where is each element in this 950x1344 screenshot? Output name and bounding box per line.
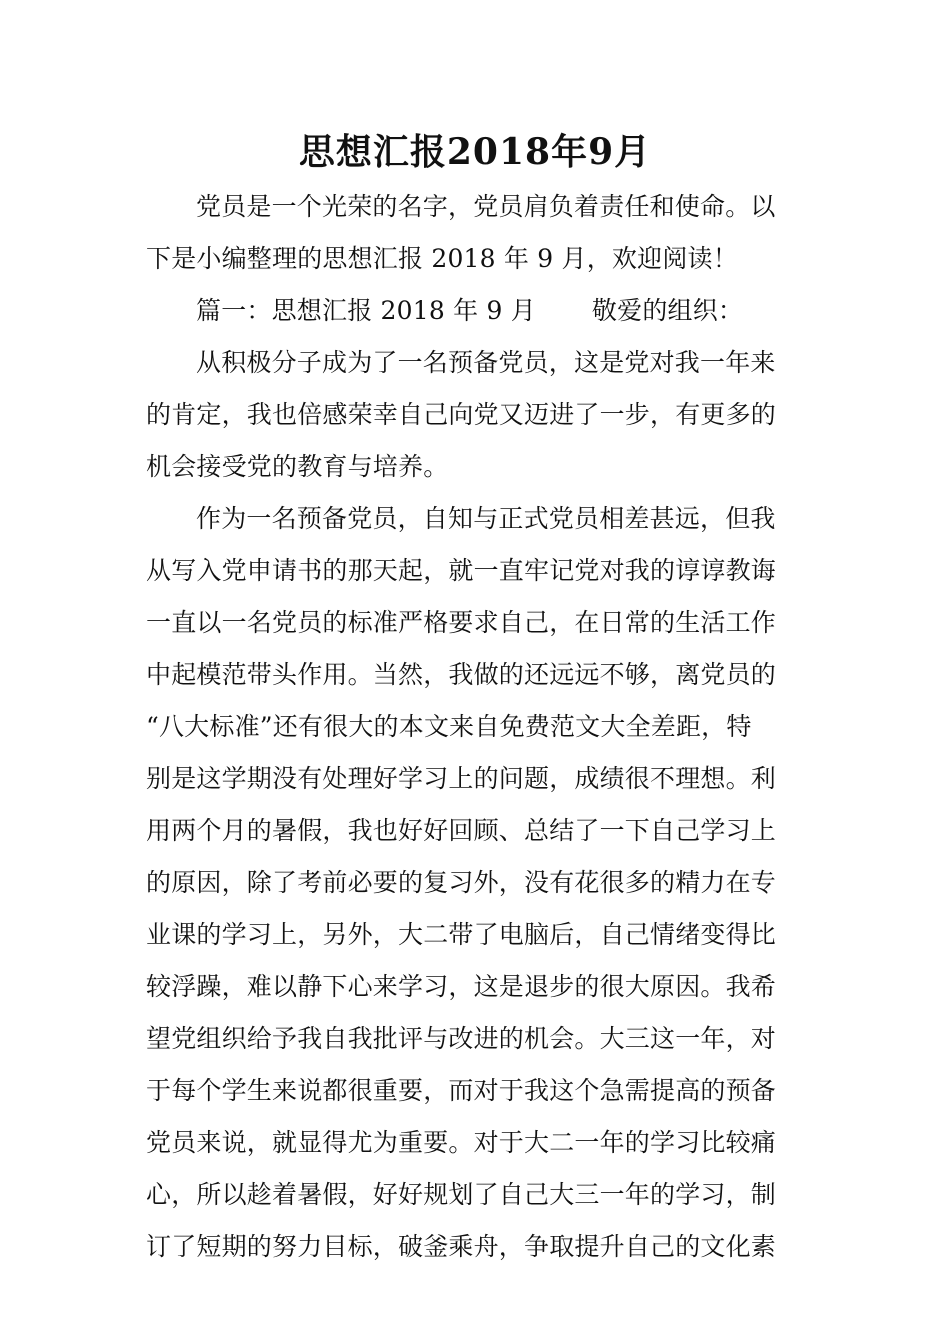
intro-line: 党员是一个光荣的名字，党员肩负着责任和使命。以: [196, 192, 776, 221]
salutation: 敬爱的组织：: [591, 296, 744, 325]
paragraph2-line: 用两个月的暑假，我也好好回顾、总结了一下自己学习上: [146, 816, 777, 845]
paragraph2-line: 业课的学习上，另外，大二带了电脑后，自己情绪变得比: [146, 920, 777, 949]
paragraph2-line: 作为一名预备党员，自知与正式党员相差甚远，但我: [196, 504, 776, 533]
paragraph2-line: 一直以一名党员的标准严格要求自己，在日常的生活工作: [146, 608, 777, 637]
paragraph1-line: 从积极分子成为了一名预备党员，这是党对我一年来: [196, 348, 776, 377]
intro-line: 下是小编整理的思想汇报 2018 年 9 月，欢迎阅读！: [146, 244, 738, 273]
paragraph2-line: 望党组织给予我自我批评与改进的机会。大三这一年，对: [146, 1024, 777, 1053]
paragraph1-line: 机会接受党的教育与培养。: [146, 452, 449, 481]
section-heading: 篇一：思想汇报 2018 年 9 月: [196, 296, 536, 325]
paragraph2-line: “八大标准”还有很大的本文来自免费范文大全差距，特: [146, 712, 752, 741]
paragraph2-line: 别是这学期没有处理好学习上的问题，成绩很不理想。利: [146, 764, 777, 793]
paragraph2-line: 党员来说，就显得尤为重要。对于大二一年的学习比较痛: [146, 1128, 777, 1157]
paragraph2-line: 从写入党申请书的那天起，就一直牢记党对我的谆谆教诲: [146, 556, 777, 585]
paragraph2-line: 中起模范带头作用。当然，我做的还远远不够，离党员的: [146, 660, 777, 689]
paragraph2-line: 于每个学生来说都很重要，而对于我这个急需提高的预备: [146, 1076, 777, 1105]
document-title: 思想汇报2018年9月: [298, 131, 652, 173]
document-body: [146, 181, 810, 1273]
paragraph1-line: 的肯定，我也倍感荣幸自己向党又迈进了一步，有更多的: [146, 400, 777, 429]
paragraph2-line: 心，所以趁着暑假，好好规划了自己大三一年的学习，制: [146, 1180, 777, 1209]
paragraph2-line: 订了短期的努力目标，破釜乘舟，争取提升自己的文化素: [146, 1232, 777, 1261]
section-heading-line: [146, 285, 810, 337]
paragraph2-line: 较浮躁，难以静下心来学习，这是退步的很大原因。我希: [146, 972, 777, 1001]
paragraph2-line: 的原因，除了考前必要的复习外，没有花很多的精力在专: [146, 868, 777, 897]
